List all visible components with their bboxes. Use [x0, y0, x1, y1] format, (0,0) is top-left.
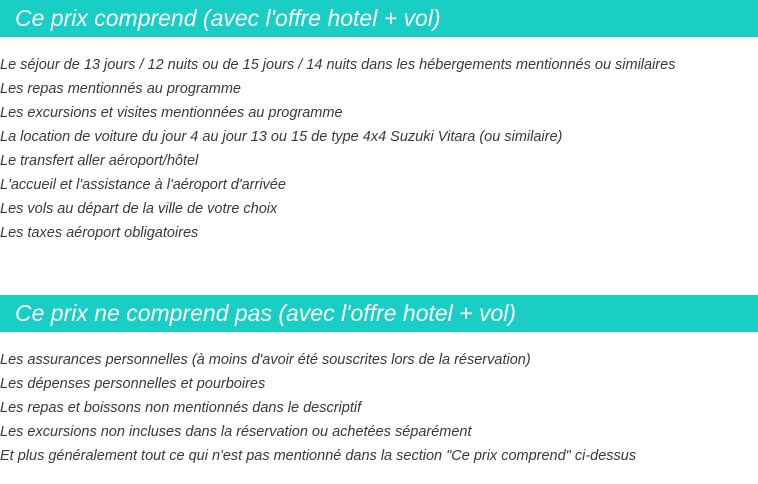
included-items-list [0, 53, 675, 245]
excluded-item: Les excursions non incluses dans la réservation ou achetées séparément [0, 424, 472, 440]
excluded-item: Les dépenses personnelles et pourboires [0, 376, 266, 392]
excluded-section-title: Ce prix ne comprend pas (avec l'offre hotel + vol) [0, 295, 758, 332]
included-item: Les vols au départ de la ville de votre choix [0, 201, 278, 217]
included-item: Le transfert aller aéroport/hôtel [0, 153, 199, 169]
included-item: Les taxes aéroport obligatoires [0, 225, 199, 241]
included-item: L'accueil et l'assistance à l'aéroport d'arrivée [0, 177, 286, 193]
included-section-title: Ce prix comprend (avec l'offre hotel + vol) [0, 0, 758, 37]
excluded-item: Les repas et boissons non mentionnés dans le descriptif [0, 400, 362, 416]
included-item: Les excursions et visites mentionnées au programme [0, 105, 343, 121]
included-item: Les repas mentionnés au programme [0, 81, 241, 97]
excluded-item: Les assurances personnelles (à moins d'avoir été souscrites lors de la réservation) [0, 352, 531, 368]
excluded-item: Et plus généralement tout ce qui n'est pas mentionné dans la section "Ce prix comprend" ci-dessus [0, 448, 637, 464]
excluded-items-list [0, 348, 636, 468]
included-item: Le séjour de 13 jours / 12 nuits ou de 15 jours / 14 nuits dans les hébergements mentionnés ou similaires [0, 57, 676, 73]
included-item: La location de voiture du jour 4 au jour 13 ou 15 de type 4x4 Suzuki Vitara (ou similaire) [0, 129, 563, 145]
